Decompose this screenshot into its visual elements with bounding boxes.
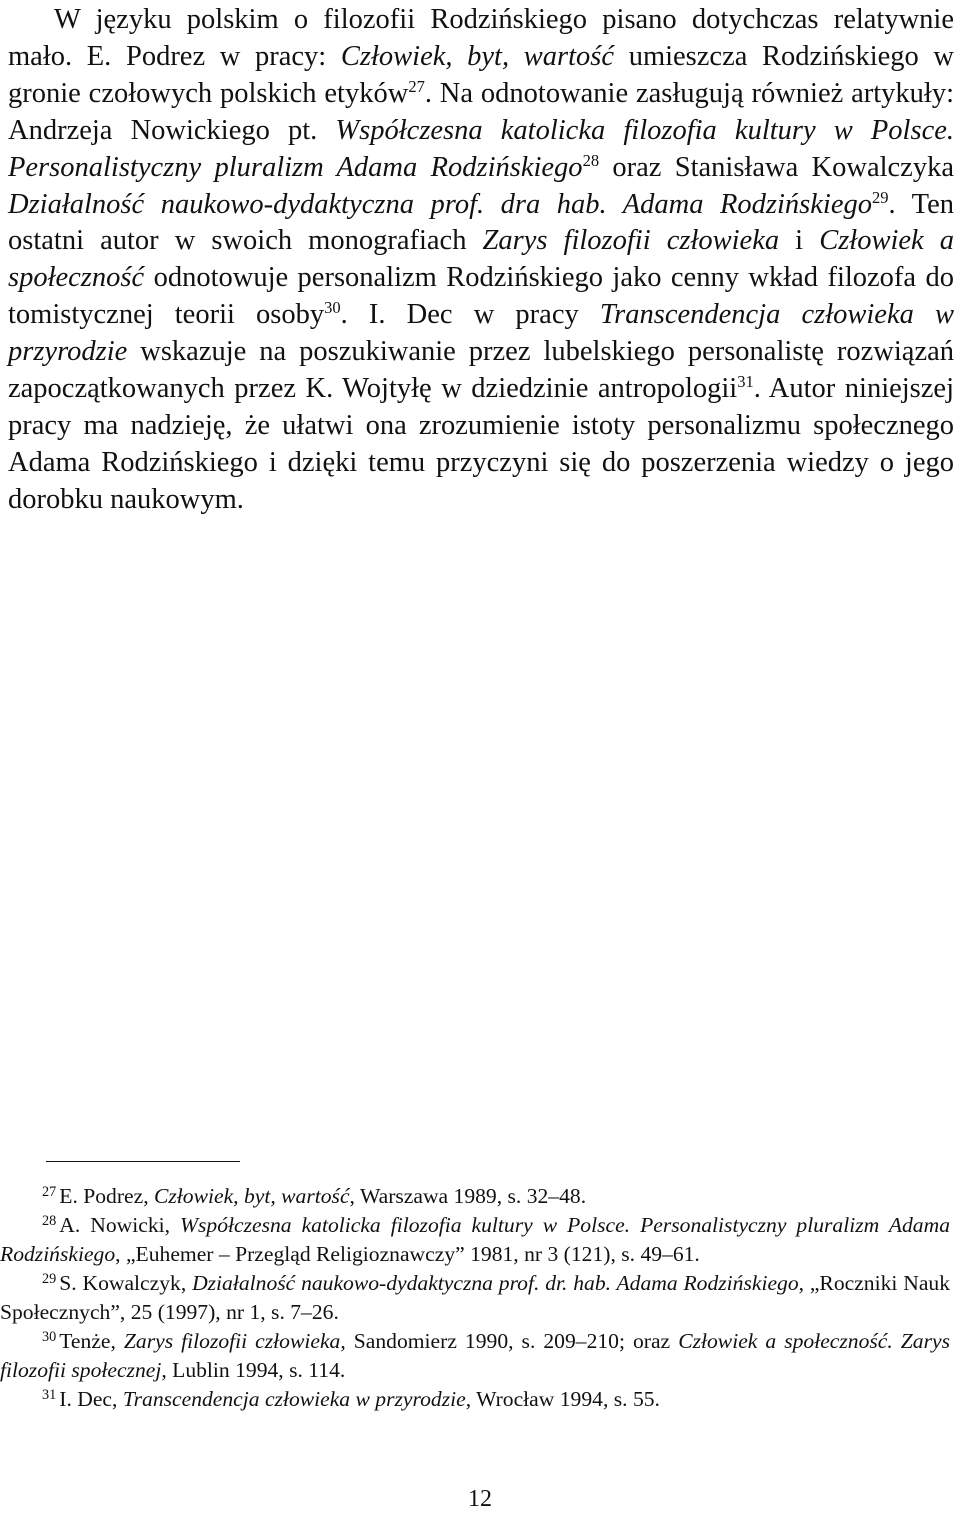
document-page bbox=[8, 0, 954, 519]
footnote-ref-31[interactable]: 31 bbox=[737, 371, 754, 391]
footnote-ref-28[interactable]: 28 bbox=[582, 150, 600, 170]
text-run: odnotowuje personalizm Rodzińskiego jako cenny wkład filozofa do tomistycznej teorii osoby bbox=[8, 262, 954, 331]
footnote-text: , Warszawa 1989, s. 32–48. bbox=[349, 1184, 587, 1208]
footnote-title: Człowiek a społeczność. Zarys filozofii społecznej bbox=[0, 1329, 950, 1382]
text-run: . I. Dec w pracy bbox=[340, 299, 600, 331]
text-run: W języku polskim o filozofii Rodzińskiego pisano dotychczas relatywnie mało. E. Podrez w pracy: bbox=[8, 4, 954, 72]
footnote-text: , Lublin 1994, s. 114. bbox=[161, 1358, 346, 1382]
footnote-text: , „Euhemer – Przegląd Religioznawczy” 1981, nr 3 (121), s. 49–61. bbox=[115, 1242, 700, 1266]
footnote-text: E. Podrez, bbox=[59, 1184, 154, 1208]
footnote-text: Tenże, bbox=[59, 1329, 124, 1353]
footnote-31 bbox=[0, 1385, 950, 1414]
footnote-text: , „Roczniki Nauk Społecznych”, 25 (1997), nr 1, s. 7–26. bbox=[0, 1271, 951, 1324]
footnote-text: I. Dec, bbox=[59, 1387, 123, 1411]
footnote-text: , Sandomierz 1990, s. 209–210; oraz bbox=[340, 1329, 679, 1353]
footnote-title: Transcendencja człowieka w przyrodzie bbox=[122, 1387, 466, 1411]
text-run: . Ten ostatni autor w swoich monografiach bbox=[8, 188, 954, 257]
work-title: Człowiek, byt, wartość bbox=[340, 40, 615, 72]
work-title: Współczesna katolicka filozofia kultury w Polsce. Personalistyczny pluralizm Adama Rodzińskiego bbox=[8, 114, 954, 183]
text-run: oraz Stanisława Kowalczyka bbox=[599, 151, 954, 183]
footnotes bbox=[0, 1182, 950, 1414]
footnote-28 bbox=[0, 1211, 950, 1269]
footnote-number: 28 bbox=[42, 1212, 57, 1229]
footnote-title: Działalność naukowo-dydaktyczna prof. dr. hab. Adama Rodzińskiego bbox=[192, 1271, 799, 1295]
work-title: Działalność naukowo-dydaktyczna prof. dra hab. Adama Rodzińskiego bbox=[8, 188, 872, 220]
footnote-text: A. Nowicki, bbox=[59, 1213, 181, 1237]
body-paragraph bbox=[8, 0, 954, 519]
work-title: Transcendencja człowieka w przyrodzie bbox=[8, 299, 955, 368]
footnote-text: S. Kowalczyk, bbox=[59, 1271, 193, 1295]
footnote-text: , Wrocław 1994, s. 55. bbox=[465, 1387, 660, 1411]
footnote-title: Człowiek, byt, wartość bbox=[154, 1184, 350, 1208]
footnote-ref-27[interactable]: 27 bbox=[408, 76, 425, 96]
page-number: 12 bbox=[468, 1486, 492, 1512]
footnote-number: 27 bbox=[42, 1183, 57, 1200]
footnote-number: 31 bbox=[42, 1386, 57, 1403]
text-run: . Na odnotowanie zasługują również artykuły: Andrzeja Nowickiego pt. bbox=[8, 77, 955, 146]
footnote-number: 29 bbox=[42, 1270, 57, 1287]
footnote-number: 30 bbox=[42, 1328, 57, 1345]
footnote-title: Zarys filozofii człowieka bbox=[123, 1329, 341, 1353]
text-run: umieszcza Rodzińskiego w gronie czołowych polskich etyków bbox=[8, 40, 955, 109]
footnote-30 bbox=[0, 1327, 950, 1385]
footnote-ref-29[interactable]: 29 bbox=[872, 187, 889, 207]
footnote-separator bbox=[46, 1161, 240, 1162]
text-run: wskazuje na poszukiwanie przez lubelskiego personalistę rozwiązań zapoczątkowanych przez K. Wojtyłę w dziedzinie antropologii bbox=[8, 336, 954, 405]
text-run: . Autor niniejszej pracy ma nadzieję, że ułatwi ona zrozumienie istoty personalizmu społecznego Adama Rodzińskiego i dzięki temu przyczyni się do poszerzenia wiedzy o jego dorobku naukowym. bbox=[8, 373, 954, 515]
footnote-27 bbox=[0, 1182, 950, 1211]
footnote-29 bbox=[0, 1269, 950, 1327]
work-title: Zarys filozofii człowieka bbox=[482, 225, 780, 257]
text-run: i bbox=[779, 225, 820, 257]
work-title: Człowiek a społeczność bbox=[8, 225, 955, 294]
footnote-title: Współczesna katolicka filozofia kultury w Polsce. Personalistyczny pluralizm Adama Rodzińskiego bbox=[0, 1213, 950, 1266]
footnote-ref-30[interactable]: 30 bbox=[324, 298, 341, 318]
